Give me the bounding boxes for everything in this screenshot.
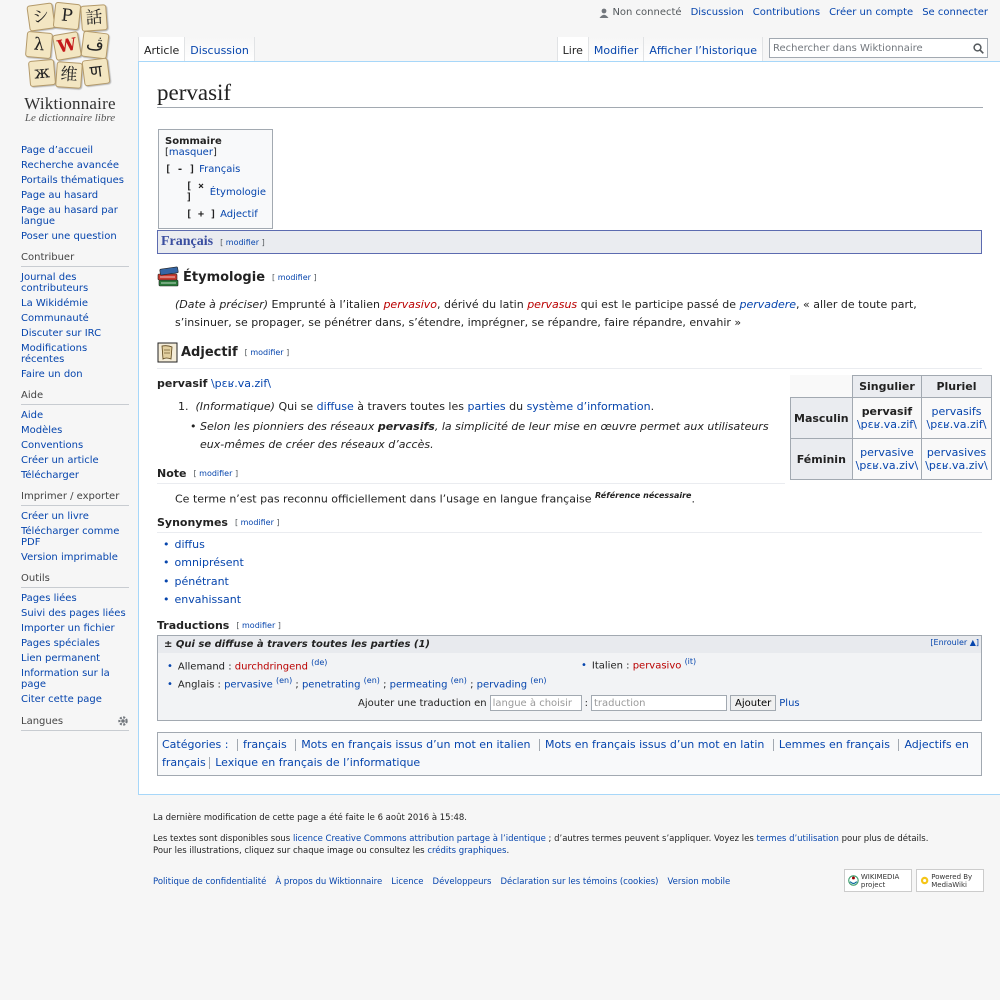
edit-section-link[interactable]: [ modifier ] [220,237,265,247]
mediawiki-text: Powered By MediaWiki [931,872,973,889]
section-note [157,467,238,480]
sidebar-item-suivi[interactable]: Suivi des pages liées [21,608,126,619]
section-etymologie [157,266,317,288]
content [138,61,1000,795]
separator: ; [379,679,390,691]
sidebar-item-pages-liees[interactable]: Pages liées [21,593,77,604]
note-text: Ce terme n’est pas reconnu officiellement dans l’usage en langue française $^{Référence nécessaire}$. [175,491,695,506]
sidebar-item-irc[interactable]: Discuter sur IRC [21,328,102,339]
synonym-item [163,556,244,569]
logo-tagline: Le dictionnaire libre [24,112,116,124]
langues-label: Langues [21,715,64,727]
toc-link-etymologie[interactable]: Étymologie [209,186,266,198]
synonym-link[interactable]: omniprésent [174,556,244,569]
lang-code[interactable]: (en) [275,676,293,685]
category-link[interactable]: Mots en français issus d’un mot en latin [544,738,765,751]
form-link[interactable]: pervasives [926,446,987,459]
tab-modifier[interactable]: Modifier [589,37,644,62]
etymology-text [175,296,975,331]
edit-section-link[interactable]: [ modifier ] [236,621,281,630]
wikimedia-text: WIKIMEDIA project [860,872,900,889]
toc-title: Sommaire [165,136,222,147]
translations-summary: ± Qui se diffuse à travers toutes les parties (1) [164,639,430,650]
etymology-part: Emprunté à l’italien [268,298,384,311]
license-part: pour plus de détails. [838,834,929,844]
user-icon [599,8,609,18]
translation-link[interactable]: permeating [389,679,448,691]
edit-section-link[interactable]: [ modifier ] [193,469,239,478]
ipa-link[interactable]: \pɛʁ.va.zif\ [856,418,917,431]
lang-label: Anglais : [177,679,225,691]
etymology-date: (Date à préciser) [175,298,269,311]
language-input[interactable] [490,695,582,711]
category-link[interactable]: Mots en français issus d’un mot en italien [301,738,531,751]
example-part: , la simplicité de leur mise en œuvre permet aux utilisateurs eux-mêmes de créer des réseaux d’accès. [200,420,769,451]
sidebar-heading-contribuer: Contribuer [21,252,129,267]
sidebar-item-importer[interactable]: Importer un fichier [21,623,115,634]
sidebar-item-question[interactable]: Poser une question [21,231,117,242]
illustrations-text [153,845,993,857]
illustrations-part: . [506,846,510,856]
ipa-link[interactable]: \pɛʁ.va.ziv\ [855,459,919,472]
ipa-link[interactable]: \pɛʁ.va.zif\ [926,418,987,431]
toc-link-adjectif[interactable]: Adjectif [220,209,258,220]
footer-badges [844,869,984,892]
license-part: Les textes sont disponibles sous [153,834,293,844]
language-header [157,230,982,254]
not-logged-in-text: Non connecté [612,7,682,18]
sidebar-heading-outils: Outils [21,573,129,588]
link-pervasivo[interactable]: pervasivo [383,298,438,311]
create-account-link[interactable]: Créer un compte [829,7,914,18]
license-text [153,833,993,845]
sidebar-item-information[interactable]: Information sur la page [21,668,110,690]
example-part: Selon les pionniers des réseaux [200,420,378,433]
category-link[interactable]: Adjectifs en français [162,738,969,769]
sidebar [21,145,129,741]
logo-tiles: シ Ρ 話 λ W ڤ ж 维 ण [20,2,120,92]
ref-needed: Référence nécessaire [595,491,692,500]
link-pervasus[interactable]: pervasus [527,298,578,311]
namespace-tabs [138,37,255,62]
translation-input[interactable] [591,695,727,711]
translation-link[interactable]: pervasivo [632,660,682,672]
add-translation-button[interactable]: Ajouter [730,695,776,711]
lang-code[interactable]: (en) [530,676,547,685]
sidebar-item-hasard-langue[interactable]: Page au hasard par langue [21,205,118,227]
sidebar-heading-langues [21,715,129,731]
search-box [769,38,988,58]
sidebar-heading-aide: Aide [21,390,129,405]
link-diffuse[interactable]: diffuse [316,400,354,413]
tab-article[interactable]: Article [138,37,185,62]
lang-code[interactable]: (en) [363,676,380,685]
personal-tools [599,7,988,18]
etymology-part: qui est le participe passé de [577,298,740,311]
row-masculin: Masculin [791,398,853,439]
row-feminin: Féminin [791,439,853,480]
about-link[interactable]: À propos du Wiktionnaire [275,877,383,887]
mediawiki-badge[interactable] [916,869,984,892]
sidebar-item-speciales[interactable]: Pages spéciales [21,638,100,649]
definition-domain: (Informatique) [195,400,275,413]
privacy-link[interactable]: Politique de confidentialité [153,877,267,887]
lang-code[interactable]: (en) [450,676,467,685]
sidebar-item-telecharger[interactable]: Télécharger [21,470,80,481]
lang-code[interactable]: (it) [684,657,697,666]
sidebar-item-accueil[interactable]: Page d’accueil [21,145,94,156]
synonyms-title: Synonymes [157,516,228,529]
pronunciation-link[interactable]: \pɛʁ.va.zif\ [210,377,271,390]
sidebar-item-citer[interactable]: Citer cette page [21,694,102,705]
category-link[interactable]: français [243,738,287,751]
cookies-link[interactable]: Déclaration sur les témoins (cookies) [500,877,659,887]
lang-label: Allemand : [177,661,235,673]
translations-title: Traductions [157,619,230,632]
synonym-item [163,593,241,606]
toc-bracket[interactable]: [ × ] [186,181,205,203]
sidebar-contribuer [21,252,129,380]
category-link[interactable]: Lemmes en français [778,738,890,751]
divider [157,368,982,369]
section-adjectif [157,342,289,363]
etymology-title: Étymologie [183,269,266,285]
sidebar-imprimer [21,491,129,563]
link-pervadere[interactable]: pervadere [739,298,797,311]
sidebar-outils [21,573,129,705]
divider [157,532,982,533]
sidebar-item-pdf[interactable]: Télécharger comme PDF [21,526,120,548]
mediawiki-logo-icon [920,873,929,888]
wikimedia-badge[interactable] [844,869,912,892]
sidebar-item-modifications[interactable]: Modifications récentes [21,343,88,365]
headword-line [157,375,271,393]
synonym-link[interactable]: diffus [174,538,205,551]
headword: pervasif [157,377,208,390]
synonym-item [163,575,229,588]
developers-link[interactable]: Développeurs [432,877,492,887]
edit-section-link[interactable]: [ modifier ] [244,348,290,357]
language-title: Français [161,234,214,249]
site-logo[interactable] [20,2,120,122]
contributions-link[interactable]: Contributions [752,7,821,18]
note-title: Note [157,467,187,480]
edit-section-link[interactable]: [ modifier ] [234,518,280,527]
license-link[interactable]: licence Creative Commons attribution partage à l’identique [292,834,546,844]
categories-label[interactable]: Catégories : [162,738,229,751]
sidebar-item-creer-livre[interactable]: Créer un livre [21,511,89,522]
etymology-part: , dérivé du latin [437,298,528,311]
sidebar-item-communaute[interactable]: Communauté [21,313,89,324]
toc-link-francais[interactable]: Français [199,164,241,175]
translation-de [167,658,327,672]
more-options-link[interactable]: Plus [779,697,800,709]
toc-bracket[interactable]: [ + ] [186,209,217,220]
edit-link-text[interactable]: modifier [225,237,260,247]
gear-icon[interactable] [117,715,129,727]
example-bold: pervasifs [377,420,435,433]
last-modified: La dernière modification de cette page a été faite le 6 août 2016 à 15:48. [153,813,467,823]
synonym-link[interactable]: envahissant [174,593,242,606]
view-tabs [557,37,763,62]
def-part: . [650,400,655,413]
sidebar-item-imprimable[interactable]: Version imprimable [21,552,118,563]
cell-masc-pl [922,398,992,439]
separator: ; [292,679,302,691]
sidebar-item-aide[interactable]: Aide [21,410,44,421]
cell-fem-sg [852,439,922,480]
ipa-link[interactable]: \pɛʁ.va.ziv\ [925,459,988,472]
content-inner [157,62,988,769]
sidebar-item-permanent[interactable]: Lien permanent [21,653,101,664]
sidebar-heading-imprimer: Imprimer / exporter [21,491,129,506]
definition-1: 1. (Informatique) Qui se diffuse à travers toutes les parties du système d’information. [178,400,655,413]
lang-label: Italien : [591,660,633,672]
sidebar-item-portails[interactable]: Portails thématiques [21,175,124,186]
tab-historique[interactable]: Afficher l’historique [644,37,763,62]
credits-link[interactable]: crédits graphiques [427,846,507,856]
sidebar-item-modeles[interactable]: Modèles [21,425,63,436]
terms-link[interactable]: termes d’utilisation [756,834,839,844]
translation-link[interactable]: durchdringend [234,661,308,673]
toc-item-etymologie[interactable] [165,181,266,203]
table-of-contents [158,129,273,229]
form-link[interactable]: pervasifs [931,405,982,418]
books-icon [157,266,180,288]
categories-box [157,732,982,776]
edit-link-text[interactable]: modifier [240,518,274,527]
wikimedia-logo-icon [848,873,859,888]
col-singulier: Singulier [852,376,922,398]
note-body: Ce terme n’est pas reconnu officiellement dans l’usage en langue française [175,492,592,506]
sidebar-item-creer-article[interactable]: Créer un article [21,455,99,466]
collapse-toggle[interactable]: [Enrouler ▲] [930,638,979,647]
etymology-part: , « aller de toute part, s’insinuer, se propager, se pénétrer dans, s’étendre, imprégner, se répandre, faire répandre, envahir » [175,298,917,329]
edit-link-text[interactable]: modifier [199,469,233,478]
edit-link-text[interactable]: modifier [242,621,276,630]
synonym-item [163,538,205,551]
scroll-icon [157,342,178,363]
translations-box [157,635,982,721]
edit-section-link[interactable]: [ modifier ] [272,272,317,282]
colon-separator: : [584,697,588,709]
edit-link-text[interactable]: modifier [277,272,311,282]
license-part: ; d’autres termes peuvent s’appliquer. Voyez les [545,834,757,844]
user-status [599,7,681,18]
toc-toggle-link[interactable]: masquer [168,147,213,158]
adjective-title: Adjectif [181,345,238,360]
category-link[interactable]: Lexique en français de l’informatique [215,756,421,769]
form-link[interactable]: pervasive [860,446,914,459]
link-parties[interactable]: parties [467,400,506,413]
link-systeme-information[interactable]: système d’information [526,400,651,413]
cell-masc-sg [852,398,922,439]
synonym-link[interactable]: pénétrant [174,575,229,588]
sidebar-item-recherche-avancee[interactable]: Recherche avancée [21,160,120,171]
add-translation-form [358,695,800,711]
sidebar-langues [21,715,129,731]
talk-link[interactable]: Discussion [690,7,744,18]
separator: ; [466,679,477,691]
translation-link[interactable]: pervasive [224,679,273,691]
tab-lire[interactable]: Lire [557,37,589,62]
sidebar-item-don[interactable]: Faire un don [21,369,83,380]
def-part: du [505,400,527,413]
translation-en [167,676,547,690]
section-synonymes [157,516,280,529]
search-icon[interactable] [969,39,987,57]
toc-item-francais[interactable] [165,164,266,175]
search-input[interactable] [770,39,969,57]
license-footer-link[interactable]: Licence [391,877,424,887]
form-text: pervasif [861,405,913,418]
page-title: pervasif [157,78,983,108]
example-1: • Selon les pionniers des réseaux pervasifs, la simplicité de leur mise en œuvre permet aux utilisateurs eux-mêmes de créer des réseaux d’accès. [190,420,769,451]
tab-discussion[interactable]: Discussion [185,37,255,62]
cell-fem-pl [922,439,992,480]
translation-link[interactable]: penetrating [301,679,361,691]
divider [157,483,785,484]
lang-code[interactable]: (de) [311,658,328,667]
toc-item-adjectif[interactable] [165,209,266,220]
sidebar-item-conventions[interactable]: Conventions [21,440,84,451]
edit-link-text[interactable]: modifier [250,348,284,357]
def-part: à travers toutes les [353,400,468,413]
sidebar-item-hasard[interactable]: Page au hasard [21,190,99,201]
translation-it [581,657,696,671]
section-traductions [157,619,281,632]
add-translation-label: Ajouter une traduction en [358,697,487,709]
col-pluriel: Pluriel [922,376,992,398]
toc-header [165,136,266,158]
sidebar-item-wikidemie[interactable]: La Wikidémie [21,298,89,309]
toc-bracket[interactable]: [ - ] [165,164,196,175]
sidebar-aide [21,390,129,481]
logo-wordmark: Wiktionnaire [24,94,116,113]
def-part: Qui se [274,400,317,413]
sidebar-item-journal[interactable]: Journal des contributeurs [21,272,89,294]
illustrations-part: Pour les illustrations, cliquez sur chaque image ou consultez les [153,846,428,856]
inflection-table [790,375,992,480]
mobile-link[interactable]: Version mobile [667,877,731,887]
sidebar-navigation [21,145,129,242]
login-link[interactable]: Se connecter [922,7,988,18]
toc-toggle[interactable]: [masquer] [165,147,217,158]
translation-link[interactable]: pervading [476,679,528,691]
